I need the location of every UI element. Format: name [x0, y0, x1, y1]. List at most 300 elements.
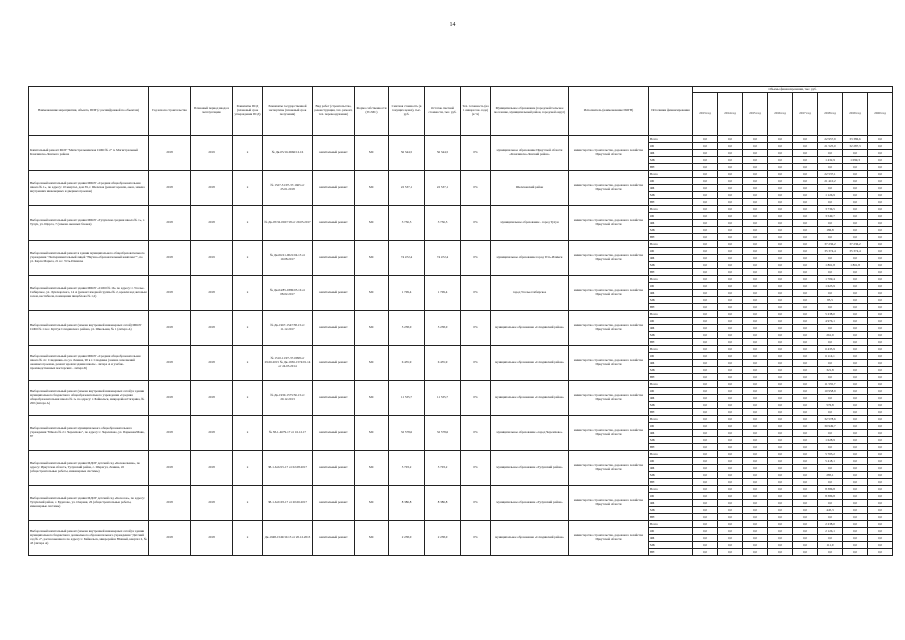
row-funding-value: 22 957,9	[818, 136, 843, 143]
col-executor: Исполнитель (наименование ИОГВ)	[569, 87, 649, 136]
row-funding-value: 0,0	[693, 409, 718, 416]
row-source-label: МБ	[649, 297, 693, 304]
row-funding-value: 0,0	[693, 192, 718, 199]
row-start-year: 2018	[149, 451, 191, 486]
row-funding-value: 0,0	[793, 549, 818, 556]
row-funding-value: 0,0	[868, 374, 893, 381]
row-end-year: 2018	[191, 451, 233, 486]
row-funding-value: 0,0	[768, 493, 793, 500]
row-source-label: ОБ	[649, 283, 693, 290]
row-funding-value: 0,0	[693, 423, 718, 430]
row-funding-value: 0,0	[718, 269, 743, 276]
row-cost: 32 578,6	[389, 416, 425, 451]
row-funding-value: 0,0	[818, 164, 843, 171]
row-funding-value: 0,0	[768, 178, 793, 185]
row-ownership: МС	[355, 521, 389, 556]
row-funding-value: 0,0	[693, 444, 718, 451]
col-year: 2019 год	[843, 93, 868, 136]
row-end-year: 2018	[191, 416, 233, 451]
row-funding-value: 0,0	[743, 360, 768, 367]
row-funding-value: 0,0	[693, 514, 718, 521]
row-funding-value: 0,0	[693, 213, 718, 220]
row-funding-value: 0,0	[743, 178, 768, 185]
row-expertise: № Дк-05/32-0027/18 от 29.05.2017	[263, 206, 313, 241]
row-funding-value: 0,0	[693, 136, 718, 143]
table-row	[29, 171, 893, 178]
table-row	[29, 276, 893, 283]
row-funding-value: 0,0	[743, 192, 768, 199]
row-funding-value: 0,0	[718, 486, 743, 493]
row-funding-value: 0,0	[793, 367, 818, 374]
row-start-year: 2018	[149, 311, 191, 346]
row-funding-value: 0,0	[718, 339, 743, 346]
row-funding-value: 0,0	[793, 283, 818, 290]
row-name: Выборочный капитальный ремонт в здании муниципального общеобразовательного учреждения "Экспериментальный лицей "Научно-образовательный комплекс"", по ул. Карла Маркса, 21 в г. Усть-Илимске	[29, 241, 149, 276]
row-funding-value: 0,0	[818, 430, 843, 437]
page-number: 14	[449, 22, 456, 28]
row-funding-value: 0,0	[768, 255, 793, 262]
row-executor: министерство строительства, дорожного хозяйства Иркутской области	[569, 381, 649, 416]
row-funding-value: 5 238,0	[818, 311, 843, 318]
row-start-year: 2018	[149, 136, 191, 171]
row-ownership: МС	[355, 136, 389, 171]
row-funding-value: 0,0	[718, 542, 743, 549]
row-funding-value: 0,0	[693, 164, 718, 171]
row-funding-value: 0,0	[768, 150, 793, 157]
row-start-year: 2018	[149, 381, 191, 416]
row-funding-value: 0,0	[743, 290, 768, 297]
row-funding-value: 0,0	[818, 290, 843, 297]
row-funding-value: 0,0	[868, 150, 893, 157]
col-expertise: Реквизиты государственной экспертизы (плановый срок получения)	[263, 87, 313, 136]
row-funding-value: 0,0	[818, 360, 843, 367]
row-funding-value: 0,0	[843, 150, 868, 157]
row-funding-value: 0,0	[818, 234, 843, 241]
row-cost: 56 344,5	[389, 136, 425, 171]
row-funding-value: 0,0	[793, 493, 818, 500]
col-volumes: Объемы финансирования, тыс. руб.	[693, 87, 893, 93]
row-remaining: 22 537,1	[425, 171, 461, 206]
row-source-label: МБ	[649, 542, 693, 549]
row-funding-value: 0,0	[868, 416, 893, 423]
col-sources: Источники финансирования	[649, 87, 693, 136]
row-funding-value: 0,0	[718, 234, 743, 241]
row-funding-value: 0,0	[793, 220, 818, 227]
row-source-label: ВН	[649, 444, 693, 451]
row-funding-value: 0,0	[718, 192, 743, 199]
row-funding-value: 186,8	[818, 227, 843, 234]
row-funding-value: 0,0	[743, 528, 768, 535]
row-funding-value: 0,0	[718, 535, 743, 542]
row-funding-value: 0,0	[793, 339, 818, 346]
row-funding-value: 0,0	[693, 227, 718, 234]
row-funding-value: 0,0	[793, 458, 818, 465]
row-funding-value: 0,0	[793, 374, 818, 381]
row-funding-value: 0,0	[693, 528, 718, 535]
row-funding-value: 0,0	[718, 451, 743, 458]
row-funding-value: 0,0	[868, 248, 893, 255]
row-funding-value: 0,0	[768, 395, 793, 402]
row-funding-value: 0,0	[693, 332, 718, 339]
row-funding-value: 0,0	[818, 220, 843, 227]
row-funding-value: 0,0	[693, 542, 718, 549]
row-funding-value: 0,0	[868, 199, 893, 206]
row-funding-value: 0,0	[743, 430, 768, 437]
row-name: Выборочный капитальный ремонт здания МДОУ детский сад «Колосок», по адресу: Тулунский район, с. Будагово, ул. Озерная, 26 (общестроительные работы, инженерные системы)	[29, 486, 149, 521]
row-funding-value: 0,0	[718, 507, 743, 514]
row-readiness: 0%	[461, 486, 491, 521]
row-funding-value: 0,0	[693, 535, 718, 542]
row-funding-value: 0,0	[843, 234, 868, 241]
row-funding-value: 0,0	[818, 304, 843, 311]
row-work-type: капитальный ремонт	[313, 311, 355, 346]
col-work-type: Вид работ (строительство, реконструкция, тех. ремонт, тех. перевооружение)	[313, 87, 355, 136]
row-funding-value: 0,0	[793, 269, 818, 276]
row-funding-value: 5 418,1	[818, 458, 843, 465]
row-funding-value: 0,0	[843, 213, 868, 220]
row-funding-value: 0,0	[743, 304, 768, 311]
row-source-label: ВН	[649, 199, 693, 206]
row-funding-value: 0,0	[868, 318, 893, 325]
col-psd: Реквизиты ПСД (плановый срок утверждения ПСД)	[233, 87, 263, 136]
row-funding-value: 0,0	[868, 423, 893, 430]
row-work-type: капитальный ремонт	[313, 136, 355, 171]
row-cost: 2 238,0	[389, 521, 425, 556]
col-start-year: Год начала строительства	[149, 87, 191, 136]
row-source-label: ВН	[649, 514, 693, 521]
row-funding-value: 0,0	[693, 360, 718, 367]
row-funding-value: 0,0	[718, 283, 743, 290]
row-funding-value: 0,0	[743, 346, 768, 353]
row-funding-value: 0,0	[843, 374, 868, 381]
row-funding-value: 0,0	[793, 297, 818, 304]
row-source-label: Всего	[649, 171, 693, 178]
row-ownership: МС	[355, 276, 389, 311]
row-remaining: 8 386,8	[425, 486, 461, 521]
row-funding-value: 0,0	[868, 360, 893, 367]
row-work-type: капитальный ремонт	[313, 416, 355, 451]
row-funding-value: 0,0	[743, 472, 768, 479]
row-funding-value: 0,0	[768, 402, 793, 409]
row-funding-value: 0,0	[718, 276, 743, 283]
row-funding-value: 0,0	[743, 255, 768, 262]
row-funding-value: 0,0	[718, 388, 743, 395]
row-funding-value: 0,0	[793, 143, 818, 150]
row-psd: х	[233, 311, 263, 346]
row-funding-value: 0,0	[868, 381, 893, 388]
row-funding-value: 0,0	[868, 234, 893, 241]
row-funding-value: 0,0	[693, 255, 718, 262]
row-funding-value: 0,0	[743, 388, 768, 395]
row-funding-value: 0,0	[768, 220, 793, 227]
row-funding-value: 0,0	[843, 185, 868, 192]
row-funding-value: 0,0	[793, 136, 818, 143]
row-funding-value: 0,0	[868, 388, 893, 395]
row-funding-value: 0,0	[843, 360, 868, 367]
row-start-year: 2018	[149, 416, 191, 451]
row-source-label: ВН	[649, 269, 693, 276]
row-funding-value: 0,0	[743, 283, 768, 290]
row-funding-value: 0,0	[818, 479, 843, 486]
row-source-label: ФБ	[649, 500, 693, 507]
row-funding-value: 0,0	[743, 220, 768, 227]
row-funding-value: 0,0	[743, 262, 768, 269]
row-remaining: 6 435,9	[425, 346, 461, 381]
row-funding-value: 0,0	[868, 178, 893, 185]
row-funding-value: 0,0	[718, 493, 743, 500]
row-funding-value: 0,0	[793, 416, 818, 423]
row-readiness: 0%	[461, 521, 491, 556]
row-funding-value: 0,0	[768, 549, 793, 556]
row-funding-value: 0,0	[743, 276, 768, 283]
row-executor: министерство строительства, дорожного хозяйства Иркутской области	[569, 136, 649, 171]
row-funding-value: 0,0	[868, 437, 893, 444]
table-row	[29, 451, 893, 458]
row-funding-value: 0,0	[693, 416, 718, 423]
row-funding-value: 0,0	[768, 164, 793, 171]
row-funding-value: 0,0	[793, 542, 818, 549]
row-municipality: муниципальное образование «Тулунский район»	[491, 486, 569, 521]
row-readiness: 0%	[461, 136, 491, 171]
row-funding-value: 0,0	[693, 465, 718, 472]
table-row	[29, 381, 893, 388]
row-funding-value: 0,0	[693, 248, 718, 255]
row-funding-value: 0,0	[793, 318, 818, 325]
row-funding-value: 0,0	[718, 549, 743, 556]
row-funding-value: 0,0	[768, 367, 793, 374]
row-funding-value: 0,0	[793, 528, 818, 535]
row-funding-value: 0,0	[718, 150, 743, 157]
row-work-type: капитальный ремонт	[313, 346, 355, 381]
row-municipality: муниципальное образование «Слюдянский район»	[491, 311, 569, 346]
row-funding-value: 21 525,0	[818, 143, 843, 150]
row-funding-value: 0,0	[743, 171, 768, 178]
row-source-label: МБ	[649, 227, 693, 234]
row-source-label: ОБ	[649, 248, 693, 255]
row-funding-value: 0,0	[693, 199, 718, 206]
row-funding-value: 0,0	[718, 143, 743, 150]
row-funding-value: 0,0	[768, 311, 793, 318]
row-funding-value: 8 386,8	[818, 493, 843, 500]
row-funding-value: 0,0	[768, 199, 793, 206]
row-psd: х	[233, 486, 263, 521]
row-ownership: МС	[355, 381, 389, 416]
row-funding-value: 0,0	[768, 528, 793, 535]
row-funding-value: 0,0	[868, 465, 893, 472]
row-ownership: МС	[355, 206, 389, 241]
row-funding-value: 0,0	[868, 143, 893, 150]
row-funding-value: 0,0	[718, 325, 743, 332]
row-funding-value: 0,0	[693, 339, 718, 346]
row-psd: х	[233, 381, 263, 416]
row-funding-value: 0,0	[818, 444, 843, 451]
table-row	[29, 136, 893, 143]
row-funding-value: 0,0	[718, 262, 743, 269]
row-funding-value: 0,0	[743, 311, 768, 318]
row-executor: министерство строительства, дорожного хозяйства Иркутской области	[569, 276, 649, 311]
row-funding-value: 0,0	[868, 164, 893, 171]
row-expertise: № Дк-05/16-0666/12.16	[263, 136, 313, 171]
row-source-label: ВН	[649, 479, 693, 486]
row-funding-value: 0,0	[768, 185, 793, 192]
row-funding-value: 8 386,8	[818, 486, 843, 493]
row-funding-value: 0,0	[793, 444, 818, 451]
row-funding-value: 0,0	[693, 185, 718, 192]
row-funding-value: 0,0	[693, 500, 718, 507]
row-funding-value: 0,0	[768, 416, 793, 423]
row-name: Выборочный капитальный ремонт здания МБОУ «Тулунская средняя школа № 1», г. Тулун, ул. Щорса, 7 (замена оконных блоков)	[29, 206, 149, 241]
row-funding-value: 0,0	[818, 549, 843, 556]
row-source-label: Всего	[649, 206, 693, 213]
row-source-label: ФБ	[649, 325, 693, 332]
row-funding-value: 0,0	[793, 206, 818, 213]
row-funding-value: 0,0	[793, 178, 818, 185]
row-readiness: 0%	[461, 451, 491, 486]
row-expertise: 38-1-6-0215-17 от 02.08.2017	[263, 451, 313, 486]
row-funding-value: 0,0	[768, 451, 793, 458]
row-funding-value: 0,0	[843, 402, 868, 409]
row-municipality: муниципальное образование город Усть-Илимск	[491, 241, 569, 276]
row-funding-value: 0,0	[868, 213, 893, 220]
row-funding-value: 11 535,7	[818, 381, 843, 388]
row-funding-value: 0,0	[743, 542, 768, 549]
row-funding-value: 0,0	[843, 444, 868, 451]
row-expertise: № Дк-1967-1547/38.13 от 11.12.2017	[263, 311, 313, 346]
table-header	[29, 87, 893, 136]
row-source-label: ВН	[649, 549, 693, 556]
row-funding-value: 0,0	[843, 325, 868, 332]
row-funding-value: 0,0	[843, 311, 868, 318]
row-funding-value: 0,0	[868, 458, 893, 465]
row-readiness: 0%	[461, 346, 491, 381]
row-funding-value: 0,0	[693, 220, 718, 227]
investment-program-table	[28, 86, 893, 556]
row-source-label: ОБ	[649, 353, 693, 360]
row-funding-value: 0,0	[768, 507, 793, 514]
row-psd: х	[233, 346, 263, 381]
row-municipality: город Усолье-Сибирское	[491, 276, 569, 311]
row-work-type: капитальный ремонт	[313, 171, 355, 206]
row-funding-value: 0,0	[868, 346, 893, 353]
row-funding-value: 0,0	[718, 318, 743, 325]
row-funding-value: 0,0	[718, 458, 743, 465]
row-end-year: 2018	[191, 206, 233, 241]
row-funding-value: 0,0	[843, 192, 868, 199]
row-funding-value: 0,0	[793, 353, 818, 360]
row-funding-value: 0,0	[693, 402, 718, 409]
row-funding-value: 0,0	[843, 514, 868, 521]
row-psd: х	[233, 171, 263, 206]
row-funding-value: 0,0	[743, 199, 768, 206]
row-funding-value: 0,0	[868, 332, 893, 339]
row-funding-value: 0,0	[718, 213, 743, 220]
row-funding-value: 0,0	[693, 346, 718, 353]
row-expertise: № Дк-04/85-0386/05.16 от 08.02.2017	[263, 276, 313, 311]
row-funding-value: 0,0	[868, 311, 893, 318]
row-work-type: капитальный ремонт	[313, 381, 355, 416]
row-name: Капитальный ремонт МОУ "Магистральнинская СОШ № 2" п. Магистральный Казачинско-Ленского района	[29, 136, 149, 171]
row-funding-value: 321,8	[818, 367, 843, 374]
row-funding-value: 0,0	[793, 395, 818, 402]
row-name: Выборочный капитальный ремонт здания МДОУ детский сад «Колокольчик», по адресу: Иркутская область, Тулунский район, с. Шерагул, Ленина, 45 (общестроительные работы, инженерные системы)	[29, 451, 149, 486]
row-funding-value: 0,0	[743, 248, 768, 255]
row-funding-value: 0,0	[743, 157, 768, 164]
row-funding-value: 0,0	[693, 206, 718, 213]
row-psd: х	[233, 451, 263, 486]
investment-table-sheet	[28, 86, 892, 556]
row-funding-value: 0,0	[693, 472, 718, 479]
row-funding-value: 0,0	[843, 255, 868, 262]
row-funding-value: 0,0	[718, 171, 743, 178]
row-remaining: 32 578,6	[425, 416, 461, 451]
row-funding-value: 0,0	[743, 143, 768, 150]
row-start-year: 2018	[149, 171, 191, 206]
row-funding-value: 0,0	[793, 304, 818, 311]
row-funding-value: 285,1	[818, 472, 843, 479]
row-readiness: 0%	[461, 276, 491, 311]
row-source-label: ФБ	[649, 535, 693, 542]
row-funding-value: 0,0	[793, 535, 818, 542]
row-cost: 11 535,7	[389, 381, 425, 416]
row-funding-value: 0,0	[868, 241, 893, 248]
row-source-label: Всего	[649, 381, 693, 388]
row-source-label: Всего	[649, 416, 693, 423]
row-funding-value: 0,0	[868, 535, 893, 542]
row-funding-value: 0,0	[793, 311, 818, 318]
row-funding-value: 30 949,7	[818, 423, 843, 430]
row-ownership: МС	[355, 311, 389, 346]
row-funding-value: 0,0	[743, 241, 768, 248]
row-municipality: муниципальное образование «Слюдянский район»	[491, 346, 569, 381]
row-funding-value: 0,0	[843, 220, 868, 227]
row-work-type: капитальный ремонт	[313, 241, 355, 276]
row-funding-value: 0,0	[768, 297, 793, 304]
row-cost: 3 736,5	[389, 206, 425, 241]
row-funding-value: 0,0	[768, 409, 793, 416]
row-remaining: 5 703,2	[425, 451, 461, 486]
row-source-label: ФБ	[649, 185, 693, 192]
row-funding-value: 0,0	[743, 136, 768, 143]
row-funding-value: 0,0	[693, 430, 718, 437]
row-funding-value: 0,0	[818, 374, 843, 381]
row-funding-value: 0,0	[768, 381, 793, 388]
row-ownership: МС	[355, 346, 389, 381]
row-funding-value: 0,0	[868, 472, 893, 479]
row-funding-value: 0,0	[793, 465, 818, 472]
row-funding-value: 35 374,4	[843, 248, 868, 255]
row-funding-value: 0,0	[818, 185, 843, 192]
row-funding-value: 0,0	[743, 318, 768, 325]
row-funding-value: 0,0	[843, 437, 868, 444]
row-funding-value: 1 628,9	[818, 437, 843, 444]
row-source-label: ФБ	[649, 220, 693, 227]
row-funding-value: 0,0	[693, 388, 718, 395]
row-expertise: 38-1-6-0103-17 от 20.06.2017	[263, 486, 313, 521]
row-funding-value: 0,0	[843, 507, 868, 514]
row-funding-value: 576,8	[818, 402, 843, 409]
row-source-label: ВН	[649, 374, 693, 381]
row-funding-value: 0,0	[718, 374, 743, 381]
row-remaining: 3 736,5	[425, 206, 461, 241]
row-remaining: 2 238,0	[425, 521, 461, 556]
row-source-label: Всего	[649, 276, 693, 283]
row-funding-value: 0,0	[743, 535, 768, 542]
row-funding-value: 0,0	[793, 472, 818, 479]
row-funding-value: 0,0	[693, 276, 718, 283]
row-funding-value: 0,0	[793, 276, 818, 283]
row-funding-value: 0,0	[718, 444, 743, 451]
row-funding-value: 0,0	[718, 185, 743, 192]
